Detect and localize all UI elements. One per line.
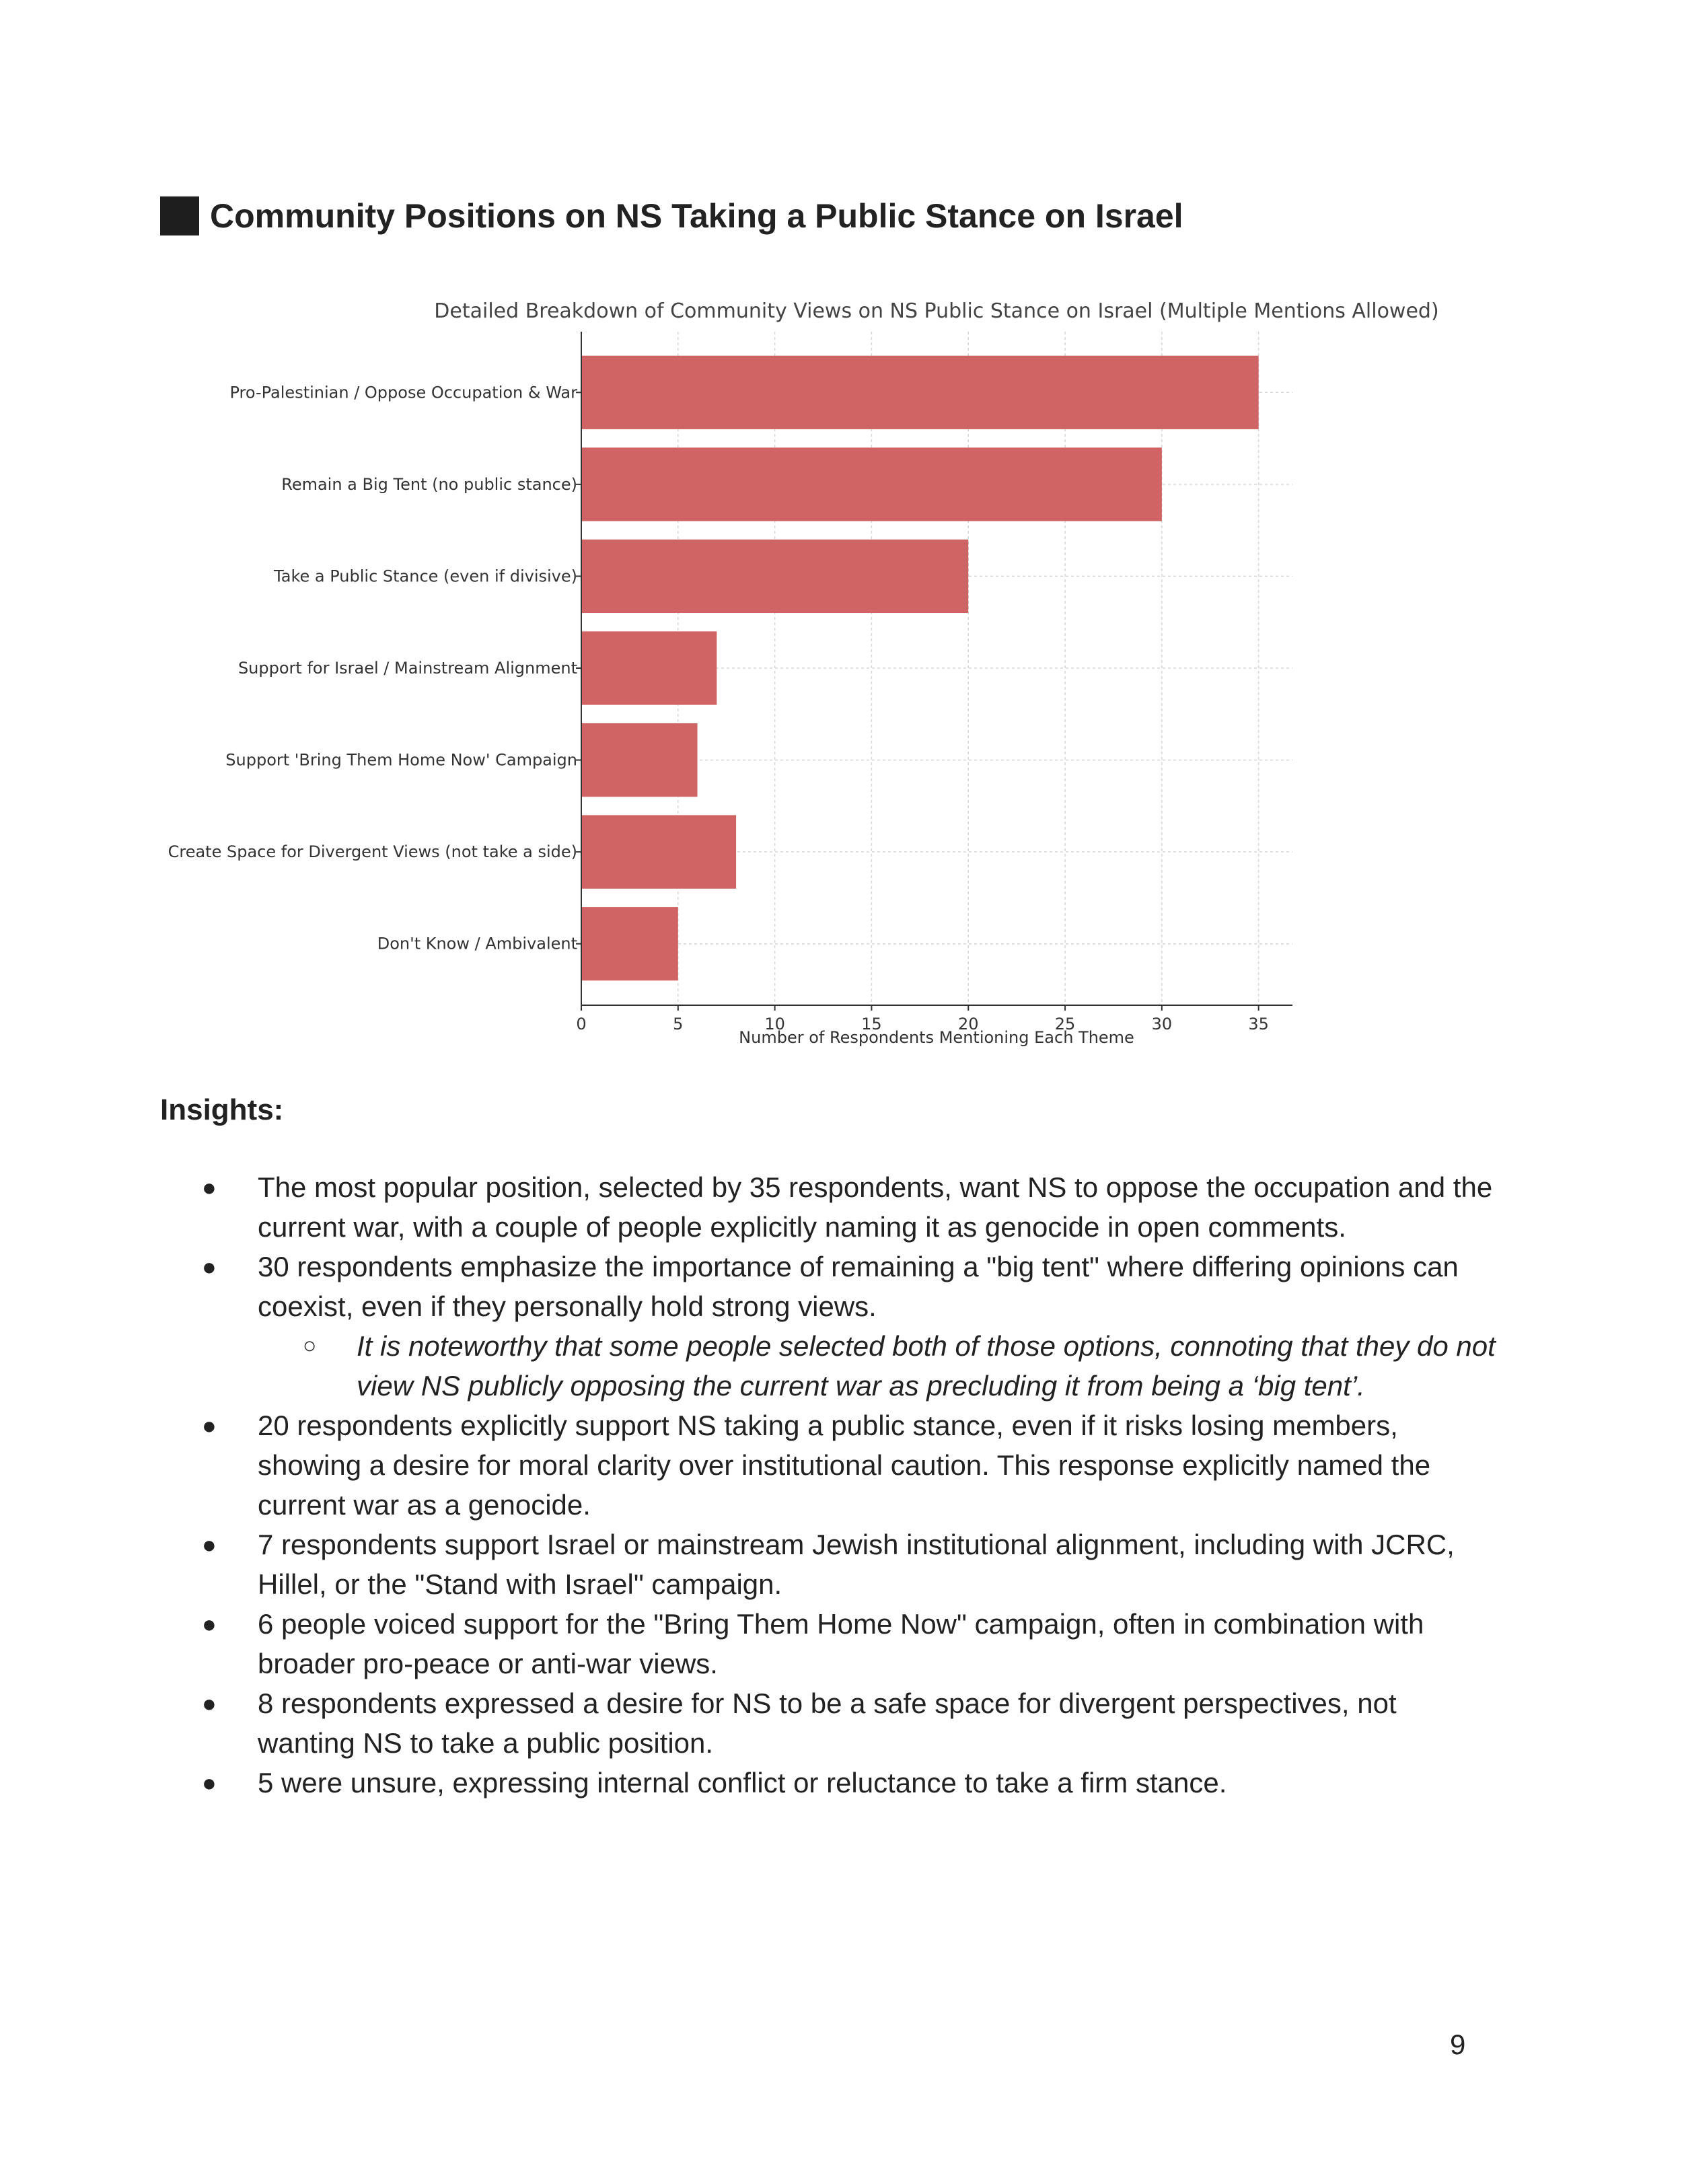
bar <box>581 723 698 797</box>
list-item-line: 7 respondents support Israel or mainstream Jewish institutional alignment, including with JCRC, <box>258 1529 1455 1560</box>
category-label: Don't Know / Ambivalent <box>377 934 577 953</box>
sub-list-item <box>202 1326 1601 1406</box>
bullet-icon: ● <box>202 1173 217 1201</box>
bar-chart <box>0 283 1682 1077</box>
list-item-line: showing a desire for moral clarity over institutional caution. This response explicitly named the <box>258 1449 1431 1481</box>
category-label: Pro-Palestinian / Oppose Occupation & War <box>229 383 577 402</box>
x-tick-label: 0 <box>576 1015 587 1033</box>
list-item-line: current war, with a couple of people explicitly naming it as genocide in open comments. <box>258 1211 1346 1243</box>
list-item-line: broader pro-peace or anti-war views. <box>258 1648 718 1679</box>
x-tick-label: 35 <box>1248 1015 1269 1033</box>
hollow-bullet-icon: ○ <box>303 1333 317 1358</box>
bar <box>581 815 736 889</box>
list-item <box>202 1683 1601 1763</box>
list-item-line: 20 respondents explicitly support NS taking a public stance, even if it risks losing members, <box>258 1410 1398 1441</box>
x-tick-label: 30 <box>1151 1015 1173 1033</box>
list-item <box>202 1763 1601 1803</box>
list-item-line: wanting NS to take a public position. <box>258 1727 714 1759</box>
x-tick-label: 15 <box>861 1015 882 1033</box>
category-label: Support 'Bring Them Home Now' Campaign <box>225 750 577 770</box>
list-item <box>202 1247 1601 1326</box>
bar <box>581 447 1162 521</box>
x-tick-label: 25 <box>1054 1015 1076 1033</box>
chart-title: Detailed Breakdown of Community Views on NS Public Stance on Israel (Multiple Mentions Allowed) <box>434 299 1439 323</box>
list-item-line: 6 people voiced support for the "Bring Them Home Now" campaign, often in combination with <box>258 1608 1424 1640</box>
list-item-line: The most popular position, selected by 35 respondents, want NS to oppose the occupation and the <box>258 1171 1493 1203</box>
bar <box>581 631 717 704</box>
x-tick-label: 10 <box>764 1015 785 1033</box>
bar <box>581 540 968 613</box>
category-labels <box>168 383 581 953</box>
list-item-line: Hillel, or the "Stand with Israel" campaign. <box>258 1568 782 1600</box>
list-item <box>202 1406 1601 1525</box>
x-tick-label: 20 <box>957 1015 979 1033</box>
category-label: Support for Israel / Mainstream Alignment <box>237 659 577 678</box>
bar <box>581 907 678 980</box>
chart-bars <box>581 356 1259 981</box>
list-item <box>202 1604 1601 1683</box>
category-label: Take a Public Stance (even if divisive) <box>274 567 577 586</box>
list-item-line: 30 respondents emphasize the importance of remaining a "big tent" where differing opinions can <box>258 1251 1459 1282</box>
bullet-icon: ● <box>202 1253 217 1280</box>
list-item-line: 8 respondents expressed a desire for NS to be a safe space for divergent perspectives, not <box>258 1687 1397 1719</box>
x-tick-label: 5 <box>673 1015 684 1033</box>
insights-list <box>202 1167 1601 1803</box>
bar <box>581 356 1259 429</box>
category-label: Remain a Big Tent (no public stance) <box>281 474 577 494</box>
list-item-line: 5 were unsure, expressing internal conflict or reluctance to take a firm stance. <box>258 1767 1227 1798</box>
section-title: Community Positions on NS Taking a Public Stance on Israel <box>210 197 1183 235</box>
bullet-icon: ● <box>202 1412 217 1439</box>
bullet-icon: ● <box>202 1769 217 1796</box>
black-square-icon <box>160 196 199 235</box>
x-axis-label: Number of Respondents Mentioning Each Theme <box>739 1028 1134 1047</box>
list-item-line: coexist, even if they personally hold strong views. <box>258 1290 877 1322</box>
sub-list-item-line: It is noteworthy that some people selected both of those options, connoting that they do not <box>357 1330 1496 1362</box>
insights-heading: Insights: <box>160 1093 284 1126</box>
category-label: Create Space for Divergent Views (not take a side) <box>168 842 577 862</box>
list-item-line: current war as a genocide. <box>258 1489 591 1521</box>
bullet-icon: ● <box>202 1689 217 1717</box>
list-item <box>202 1167 1601 1247</box>
bullet-icon: ● <box>202 1610 217 1638</box>
sub-list-item-line: view NS publicly opposing the current war as precluding it from being a ‘big tent’. <box>357 1370 1365 1402</box>
bullet-icon: ● <box>202 1531 217 1558</box>
list-item <box>202 1525 1601 1604</box>
page-number: 9 <box>1450 2029 1466 2060</box>
section-heading <box>160 196 1183 235</box>
